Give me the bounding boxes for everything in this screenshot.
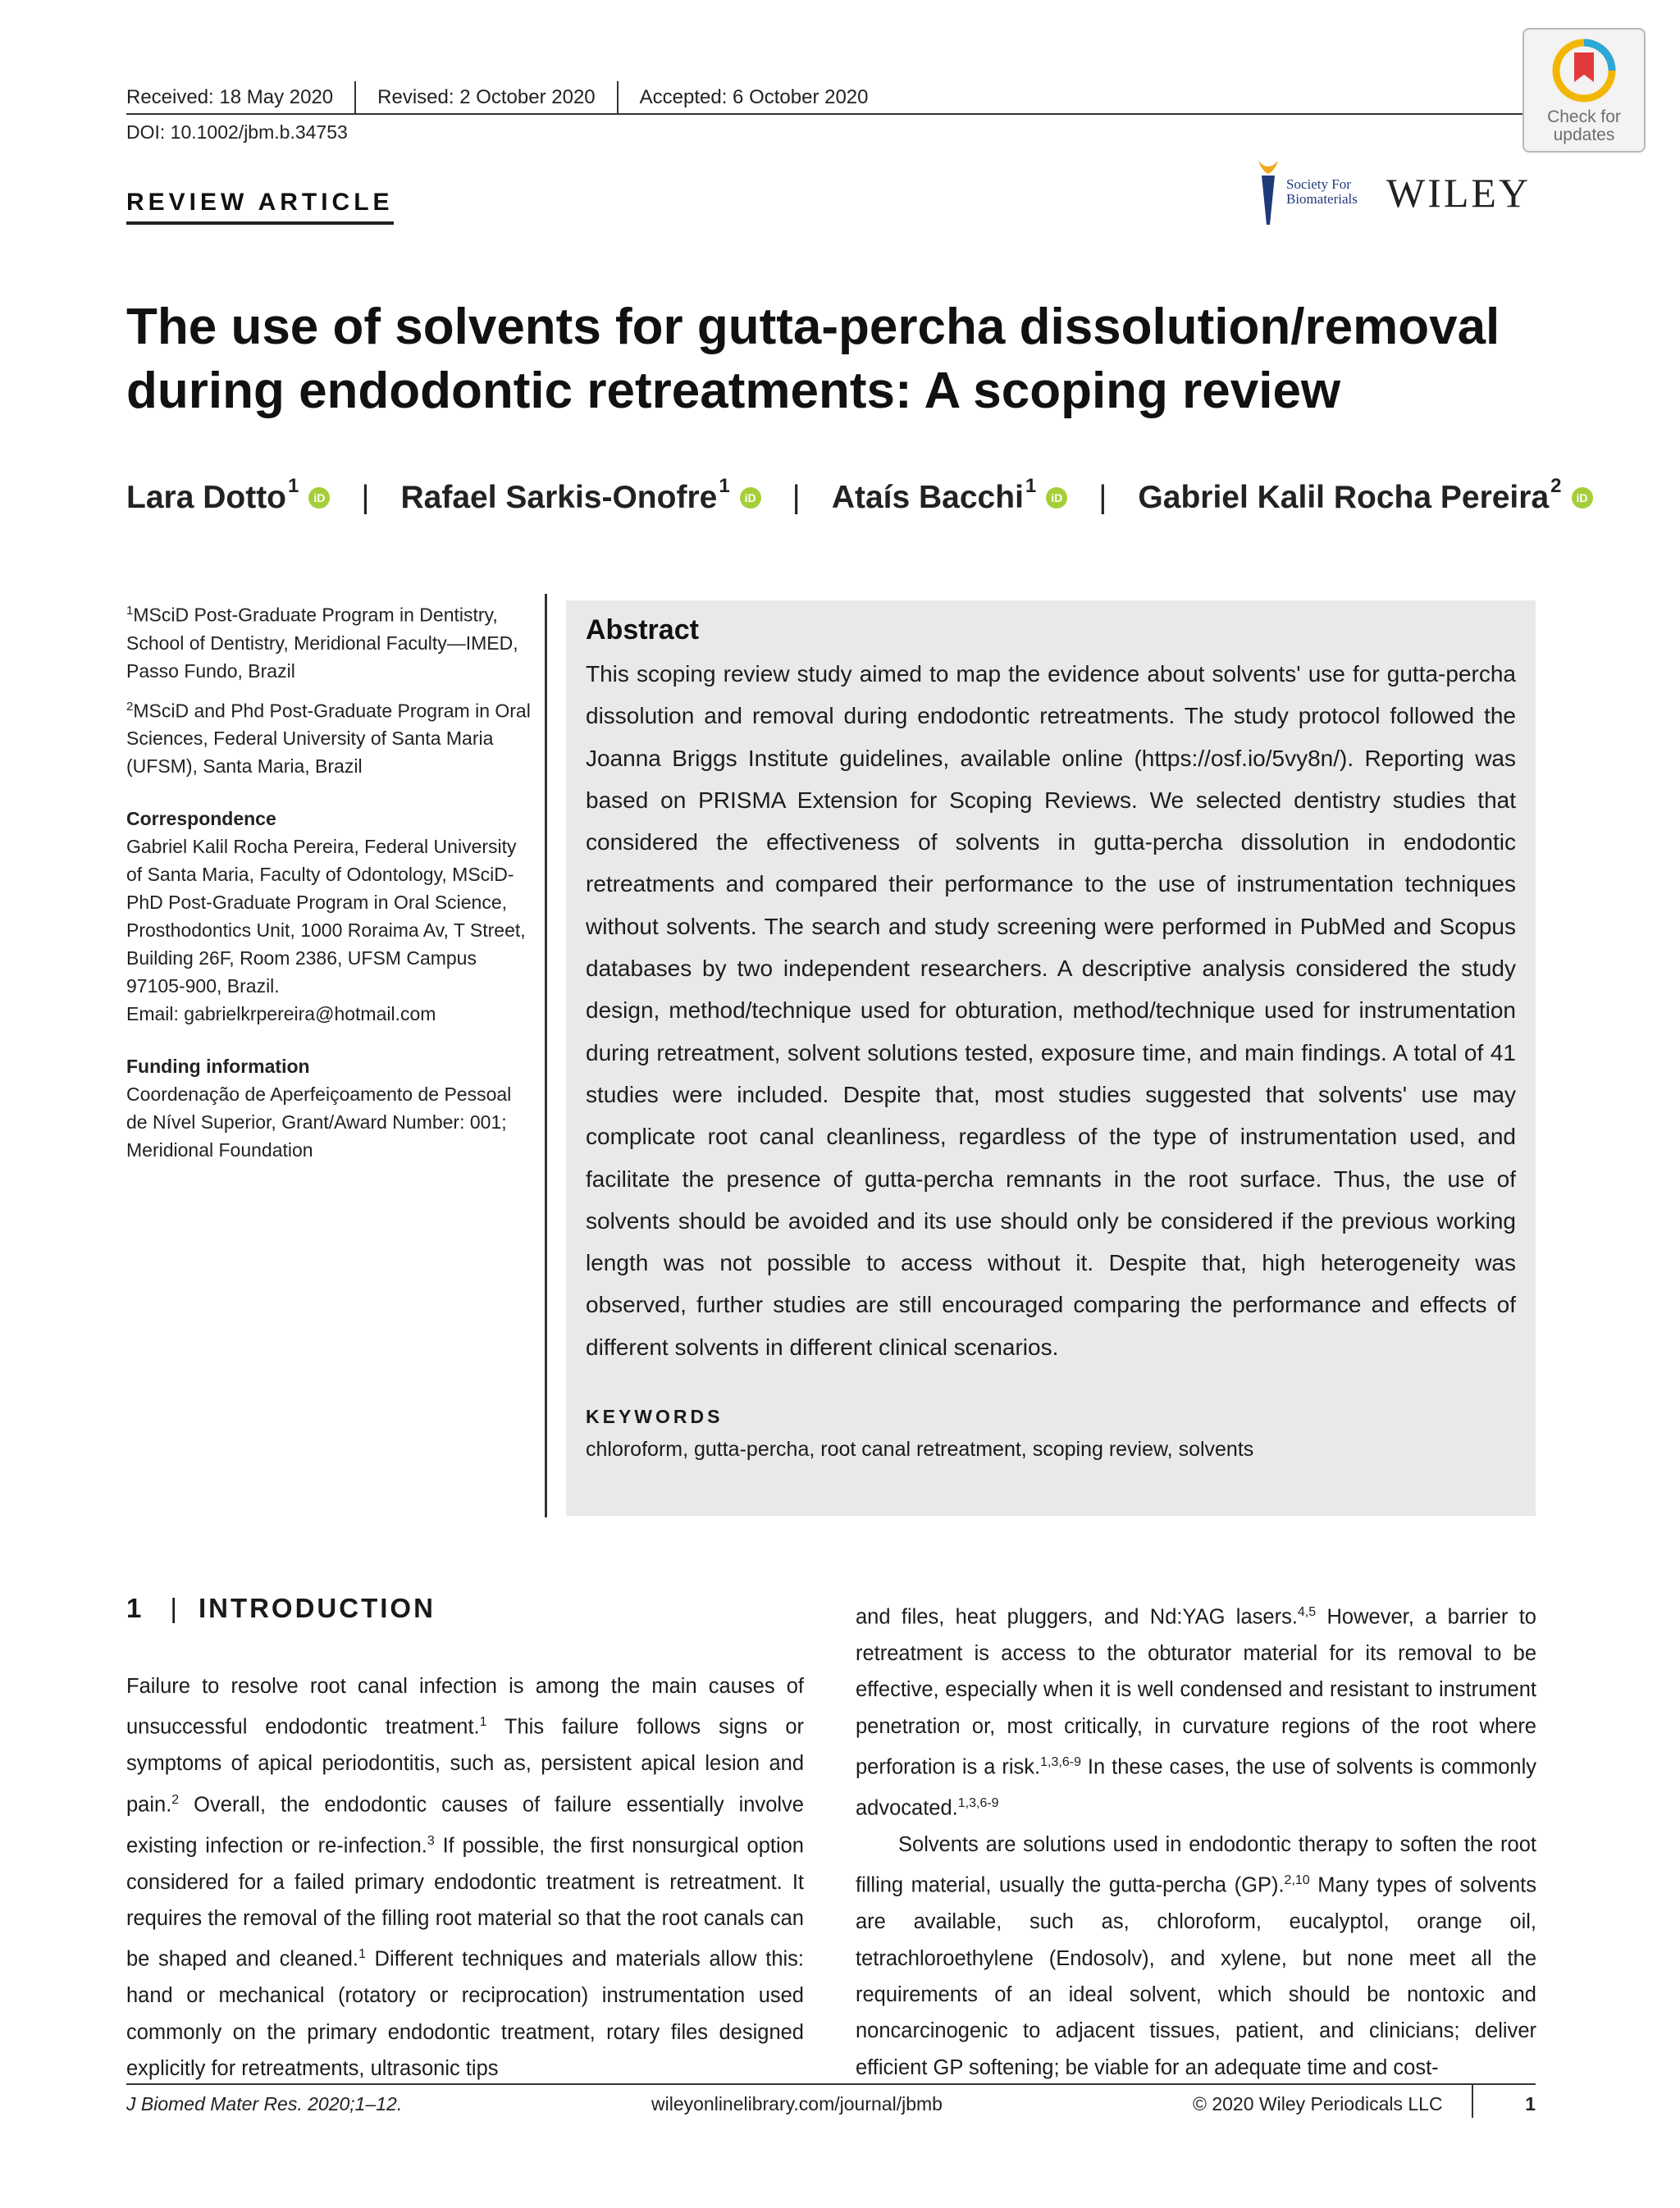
section-title: INTRODUCTION xyxy=(198,1593,436,1623)
citation-marker[interactable]: 1,3,6-9 xyxy=(1040,1755,1081,1770)
footer-divider xyxy=(1472,2085,1473,2118)
article-info-column xyxy=(126,597,536,1164)
correspondence-email[interactable]: Email: gabrielkrpereira@hotmail.com xyxy=(126,1003,436,1025)
author-name: Gabriel Kalil Rocha Pereira xyxy=(1138,480,1550,515)
article-dates xyxy=(126,82,1534,115)
author-separator: | xyxy=(1098,480,1107,515)
orcid-icon[interactable]: iD xyxy=(308,487,330,509)
intro-paragraph-1: Failure to resolve root canal infection is among the main causes of unsuccessful endodontic treatment.$^1$ This failure follows signs or symptoms of apical periodontitis, such as, persistent apical lesion and pain.$^2$ Overall, the endodontic causes of failure essentially involve existing infection or re-infection.$^3$ If possible, the first nonsurgical option considered for a failed primary endodontic treatment is retreatment. It requires the removal of the filling root material so that the root canals can be shaped and cleaned.$^1$ Different techniques and materials allow this: hand or mechanical (rotatory or reciprocation) instrumentation used commonly on the primary endodontic treatment, rotary files designed explicitly for retreatments, ultrasonic tips xyxy=(126,1675,804,2081)
affiliation-marker: 1 xyxy=(1025,475,1037,497)
society-name: Biomaterials xyxy=(1286,191,1358,207)
journal-citation: J Biomed Mater Res. 2020;1–12. xyxy=(126,2092,403,2114)
article-title: The use of solvents for gutta-percha dissolution/removal during endodontic retreatments: A scoping review xyxy=(126,299,1500,419)
author[interactable] xyxy=(400,475,761,516)
accepted-date: Accepted: 6 October 2020 xyxy=(639,86,869,108)
abstract-text: This scoping review study aimed to map the evidence about solvents' use for gutta-percha dissolution and removal during endodontic retreatments. The study protocol followed the Joanna Briggs Institute guidelines, available online (https://osf.io/5vy8n/). Reporting was based on PRISMA Extension for Scoping Reviews. We selected dentistry studies that considered the effectiveness of solvents in gutta-percha dissolution in endodontic retreatments and compared their performance to the use of instrumentation techniques without solvents. The search and study screening were performed in PubMed and Scopus databases by two independent researchers. A descriptive analysis considered the study design, method/technique used for obturation, method/technique used for instrumentation during retreatment, solvent solutions tested, exposure time, and main findings. A total of 41 studies were included. Despite that, most studies suggested that solvents' use may complicate root canal cleanliness, regardless of the type of instrumentation used, and facilitate the presence of gutta-percha remnants in the root surface. Thus, the use of solvents should be avoided and its use should only be considered if the previous working length was not possible to access without it. Despite that, high heterogeneity was observed, further studies are still encouraged comparing the performance and effects of different solvents in different clinical scenarios. xyxy=(586,661,1516,1360)
badge-label: updates xyxy=(1553,125,1615,144)
page-number: 1 xyxy=(1525,2092,1536,2114)
keywords-list: chloroform, gutta-percha, root canal retreatment, scoping review, solvents xyxy=(586,1438,1254,1462)
funding-text: Coordenação de Aperfeiçoamento de Pessoal de Nível Superior, Grant/Award Number: 001; Meridional Foundation xyxy=(126,1083,512,1161)
publisher-logo[interactable]: WILEY xyxy=(1386,170,1532,216)
affiliation: $^1$MSciD Post-Graduate Program in Dentistry, School of Dentistry, Meridional Faculty—IMED, Passo Fundo, Brazil xyxy=(126,604,518,682)
orcid-icon[interactable]: iD xyxy=(1572,487,1593,509)
citation-marker[interactable]: 2 xyxy=(171,1792,180,1807)
author-separator: | xyxy=(792,480,801,515)
section-number: 1 xyxy=(126,1593,144,1623)
citation-marker[interactable]: 1,3,6-9 xyxy=(957,1796,999,1811)
body-column-right xyxy=(856,1594,1536,2086)
author-name: Lara Dotto xyxy=(126,480,286,515)
affiliation-marker: 1 xyxy=(288,475,299,497)
abstract-heading: Abstract xyxy=(586,614,699,646)
correspondence-heading: Correspondence xyxy=(126,808,276,830)
crossmark-icon xyxy=(1550,36,1618,105)
author[interactable] xyxy=(1138,475,1592,516)
society-name: Society For xyxy=(1286,176,1351,192)
copyright: © 2020 Wiley Periodicals LLC xyxy=(1193,2092,1443,2114)
revised-date: Revised: 2 October 2020 xyxy=(377,86,596,108)
orcid-icon[interactable]: iD xyxy=(740,487,761,509)
citation-marker[interactable]: 3 xyxy=(427,1833,435,1848)
keywords-heading: KEYWORDS xyxy=(586,1406,724,1428)
intro-paragraph-2: Solvents are solutions used in endodontic therapy to soften the root filling material, usually the gutta-percha (GP).$^{2,10}$ Many types of solvents are available, such as, chloroform, eucalyptol, orange oil, tetrachloroethylene (Endosolv), and xylene, but none meet all the requirements of an ideal solvent, which should be nontoxic and noncarcinogenic to adjacent tissues, patient, and clinicians; deliver efficient GP softening; be viable for an adequate time and cost- xyxy=(856,1832,1536,2079)
date-divider xyxy=(354,81,356,114)
citation-marker[interactable]: 2,10 xyxy=(1284,1873,1310,1888)
section-heading xyxy=(126,1593,436,1624)
citation-marker[interactable]: 1 xyxy=(358,1947,366,1962)
torch-icon xyxy=(1253,156,1283,228)
author-separator: | xyxy=(361,480,370,515)
author-name: Rafael Sarkis-Onofre xyxy=(400,480,718,515)
citation-marker[interactable]: 1 xyxy=(479,1715,487,1730)
page-footer xyxy=(126,2083,1536,2123)
intro-paragraph-1-continued: and files, heat pluggers, and Nd:YAG lasers.$^{4,5}$ However, a barrier to retreatment is access to the obturator material for its removal to be effective, especially when it is well condensed and resistant to instrument penetration or, most critically, in curvature regions of the root where perforation is a risk.$^{1,3,6-9}$ In these cases, the use of solvents is commonly advocated.$^{1,3,6-9}$ xyxy=(856,1605,1536,1820)
doi[interactable]: DOI: 10.1002/jbm.b.34753 xyxy=(126,121,348,143)
author[interactable] xyxy=(831,475,1067,516)
citation-marker[interactable]: 4,5 xyxy=(1297,1605,1317,1619)
author-list xyxy=(126,475,1588,516)
orcid-icon[interactable]: iD xyxy=(1046,487,1067,509)
section-separator: | xyxy=(170,1593,177,1623)
author[interactable] xyxy=(126,475,330,516)
article-type: REVIEW ARTICLE xyxy=(126,189,394,225)
affiliation-marker: 2 xyxy=(1550,475,1562,497)
date-divider xyxy=(617,81,619,114)
badge-label: Check for xyxy=(1547,107,1621,126)
author-name: Ataís Bacchi xyxy=(831,480,1024,515)
abstract-box xyxy=(566,600,1536,1516)
affiliation: $^2$MSciD and Phd Post-Graduate Program in Oral Sciences, Federal University of Santa Maria (UFSM), Santa Maria, Brazil xyxy=(126,699,531,778)
received-date: Received: 18 May 2020 xyxy=(126,86,334,108)
funding-heading: Funding information xyxy=(126,1056,310,1078)
check-for-updates-button[interactable] xyxy=(1522,28,1646,153)
column-divider xyxy=(545,594,547,1517)
society-logo[interactable] xyxy=(1253,154,1376,230)
journal-url[interactable]: wileyonlinelibrary.com/journal/jbmb xyxy=(651,2092,943,2114)
correspondence-text: Gabriel Kalil Rocha Pereira, Federal University of Santa Maria, Faculty of Odontology, MSciD-PhD Post-Graduate Program in Oral Science, Prosthodontics Unit, 1000 Roraima Av, T Street, Building 26F, Room 2386, UFSM Campus 97105-900, Brazil. xyxy=(126,836,526,997)
affiliation-marker: 1 xyxy=(719,475,730,497)
